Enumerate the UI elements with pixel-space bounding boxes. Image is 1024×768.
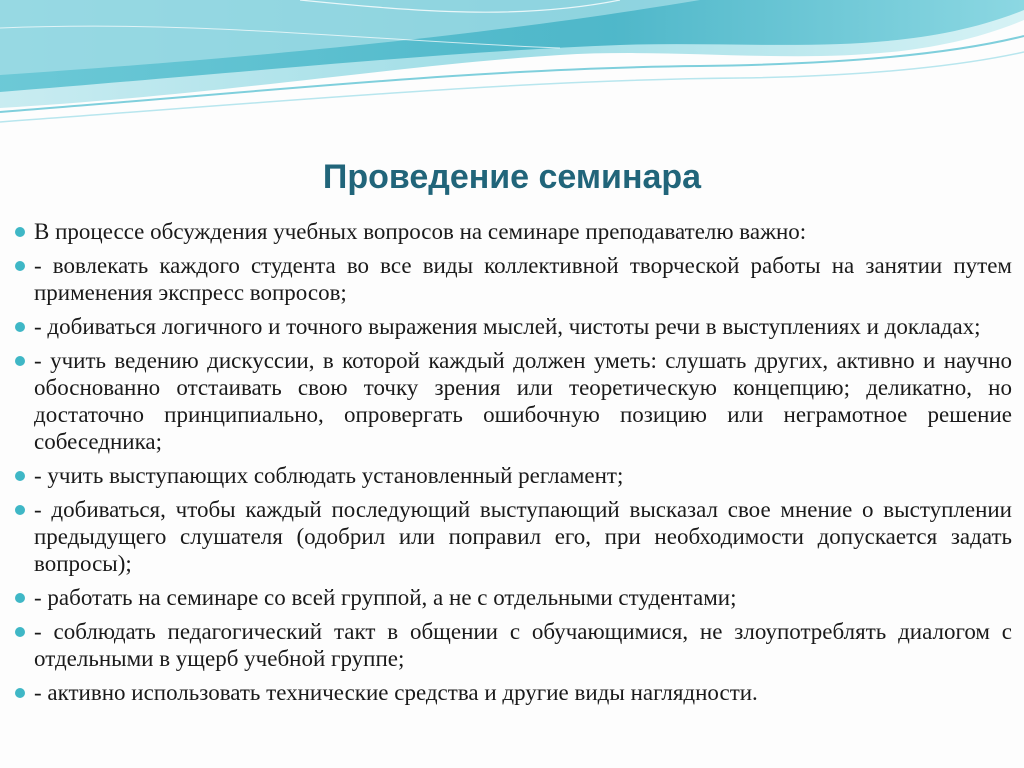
list-item-text: - вовлекать каждого студента во все виды коллективной творческой работы на занятии путем применения экспресс вопросов;	[34, 253, 1012, 305]
slide-title: Проведение семинара	[322, 158, 702, 196]
bullet-icon	[15, 471, 25, 481]
list-item	[12, 584, 1012, 611]
bullet-icon	[15, 627, 25, 637]
bullet-icon	[15, 261, 25, 271]
list-item	[12, 347, 1012, 455]
bullet-icon	[15, 227, 25, 237]
list-item-text: В процессе обсуждения учебных вопросов на семинаре преподавателю важно:	[34, 219, 807, 244]
bullet-icon	[15, 356, 25, 366]
list-item-text: - учить ведению дискуссии, в которой каждый должен уметь: слушать других, активно и научно обоснованно отстаивать свою точку зрения или теоретическую концепцию; деликатно, но достаточно принципиально, опровергать ошибочную позицию или неграмотное решение собеседника;	[34, 348, 1012, 454]
list-item	[12, 462, 1012, 489]
list-item	[12, 496, 1012, 577]
list-item	[12, 252, 1012, 306]
list-item	[12, 618, 1012, 672]
bullet-list	[12, 218, 1012, 713]
list-item	[12, 679, 1012, 706]
list-item	[12, 313, 1012, 340]
list-item-text: - добиваться логичного и точного выражения мыслей, чистоты речи в выступлениях и докладах;	[34, 314, 981, 339]
bullet-icon	[15, 688, 25, 698]
list-item	[12, 218, 1012, 245]
bullet-icon	[15, 505, 25, 515]
list-item-text: - соблюдать педагогический такт в общении с обучающимися, не злоупотреблять диалогом с отдельными в ущерб учебной группе;	[34, 619, 1012, 671]
list-item-text: - учить выступающих соблюдать установленный регламент;	[34, 463, 624, 488]
list-item-text: - активно использовать технические средства и другие виды наглядности.	[34, 680, 758, 705]
list-item-text: - добиваться, чтобы каждый последующий выступающий высказал свое мнение о выступлении предыдущего слушателя (одобрил или поправил его, при необходимости допускается задать вопросы);	[34, 497, 1012, 576]
list-item-text: - работать на семинаре со всей группой, а не с отдельными студентами;	[34, 585, 737, 610]
bullet-icon	[15, 322, 25, 332]
bullet-icon	[15, 593, 25, 603]
wave-header-decoration	[0, 0, 1024, 140]
